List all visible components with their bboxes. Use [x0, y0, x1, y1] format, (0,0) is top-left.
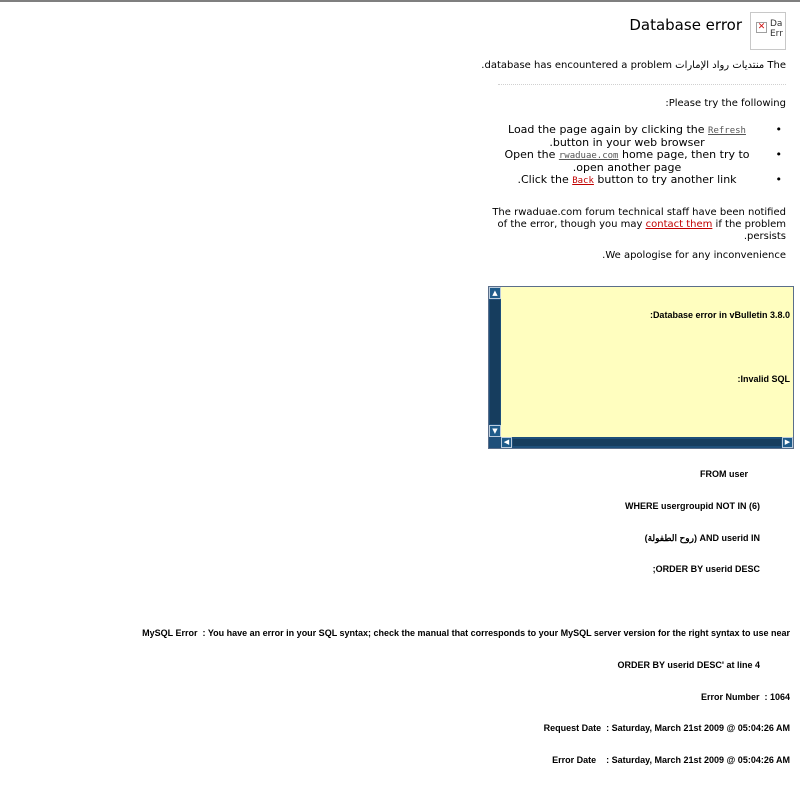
error-line: Invalid SQL:	[737, 373, 790, 384]
refresh-link[interactable]: Refresh	[708, 126, 746, 136]
step-home	[492, 149, 762, 174]
error-line: Error Number : 1064	[700, 691, 790, 702]
error-line	[502, 596, 790, 607]
vertical-scrollbar[interactable]	[489, 287, 501, 437]
error-line: Request Date : Saturday, March 21st 2009 @ 05:04:26 AM	[543, 723, 790, 734]
apology-text: We apologise for any inconvenience.	[602, 250, 786, 261]
step-back	[492, 174, 762, 187]
notified-text-end: if the problem persists.	[712, 219, 786, 242]
divider	[498, 84, 786, 85]
step-text: Click the	[520, 173, 573, 186]
page-title: Database error	[629, 16, 742, 34]
step-refresh	[492, 124, 762, 149]
home-page-link[interactable]: rwaduae.com	[558, 151, 619, 161]
step-text: Load the page again by clicking the	[508, 123, 709, 136]
step-text: button to try another link.	[517, 173, 737, 186]
horizontal-scrollbar[interactable]	[489, 437, 793, 448]
step-text: Open the	[504, 148, 559, 161]
notified-text-start: The rwaduae.com forum technical staff have been notified of the error, though you may	[492, 207, 786, 230]
error-line: Error Date : Saturday, March 21st 2009 @ 05:04:26 AM	[552, 755, 790, 766]
broken-image-alt-text: Da Err	[770, 19, 783, 39]
broken-image-x-icon: ✕	[757, 22, 766, 32]
error-line: FROM user	[699, 469, 748, 480]
error-details-text	[142, 287, 792, 766]
right-arrow-icon[interactable]: ▶	[782, 437, 793, 448]
vertical-scroll-thumb[interactable]	[490, 300, 500, 424]
error-details-box[interactable]	[142, 286, 794, 766]
broken-image-icon	[750, 12, 786, 50]
header	[629, 12, 786, 52]
error-line: ORDER BY userid DESC' at line 4	[617, 659, 760, 670]
error-line: AND userid IN (روح الطفولة)	[644, 532, 760, 543]
error-line: Database error in vBulletin 3.8.0:	[649, 310, 790, 321]
left-arrow-icon[interactable]: ◀	[501, 437, 512, 448]
contact-them-link[interactable]: contact them	[645, 219, 713, 230]
steps-list	[492, 124, 790, 187]
up-arrow-icon[interactable]: ▲	[489, 287, 501, 299]
try-heading: Please try the following:	[665, 98, 786, 109]
horizontal-scroll-thumb[interactable]	[513, 439, 781, 446]
error-line: ORDER BY userid DESC;	[652, 564, 760, 575]
top-border	[0, 0, 800, 2]
error-line: WHERE usergroupid NOT IN (6)	[625, 500, 760, 511]
step-text: button in your web browser.	[549, 136, 705, 149]
intro-text: The منتديات رواد الإمارات database has encountered a problem.	[481, 60, 786, 71]
error-line	[502, 342, 790, 353]
error-line	[502, 406, 790, 417]
error-line: MySQL Error : You have an error in your SQL syntax; check the manual that corresponds to your MySQL server version for the right syntax to use near	[142, 628, 790, 638]
back-link[interactable]: Back	[572, 176, 594, 186]
notified-text	[486, 207, 786, 243]
down-arrow-icon[interactable]: ▼	[489, 425, 501, 437]
step-text: home page, then try to open another page.	[572, 148, 750, 174]
